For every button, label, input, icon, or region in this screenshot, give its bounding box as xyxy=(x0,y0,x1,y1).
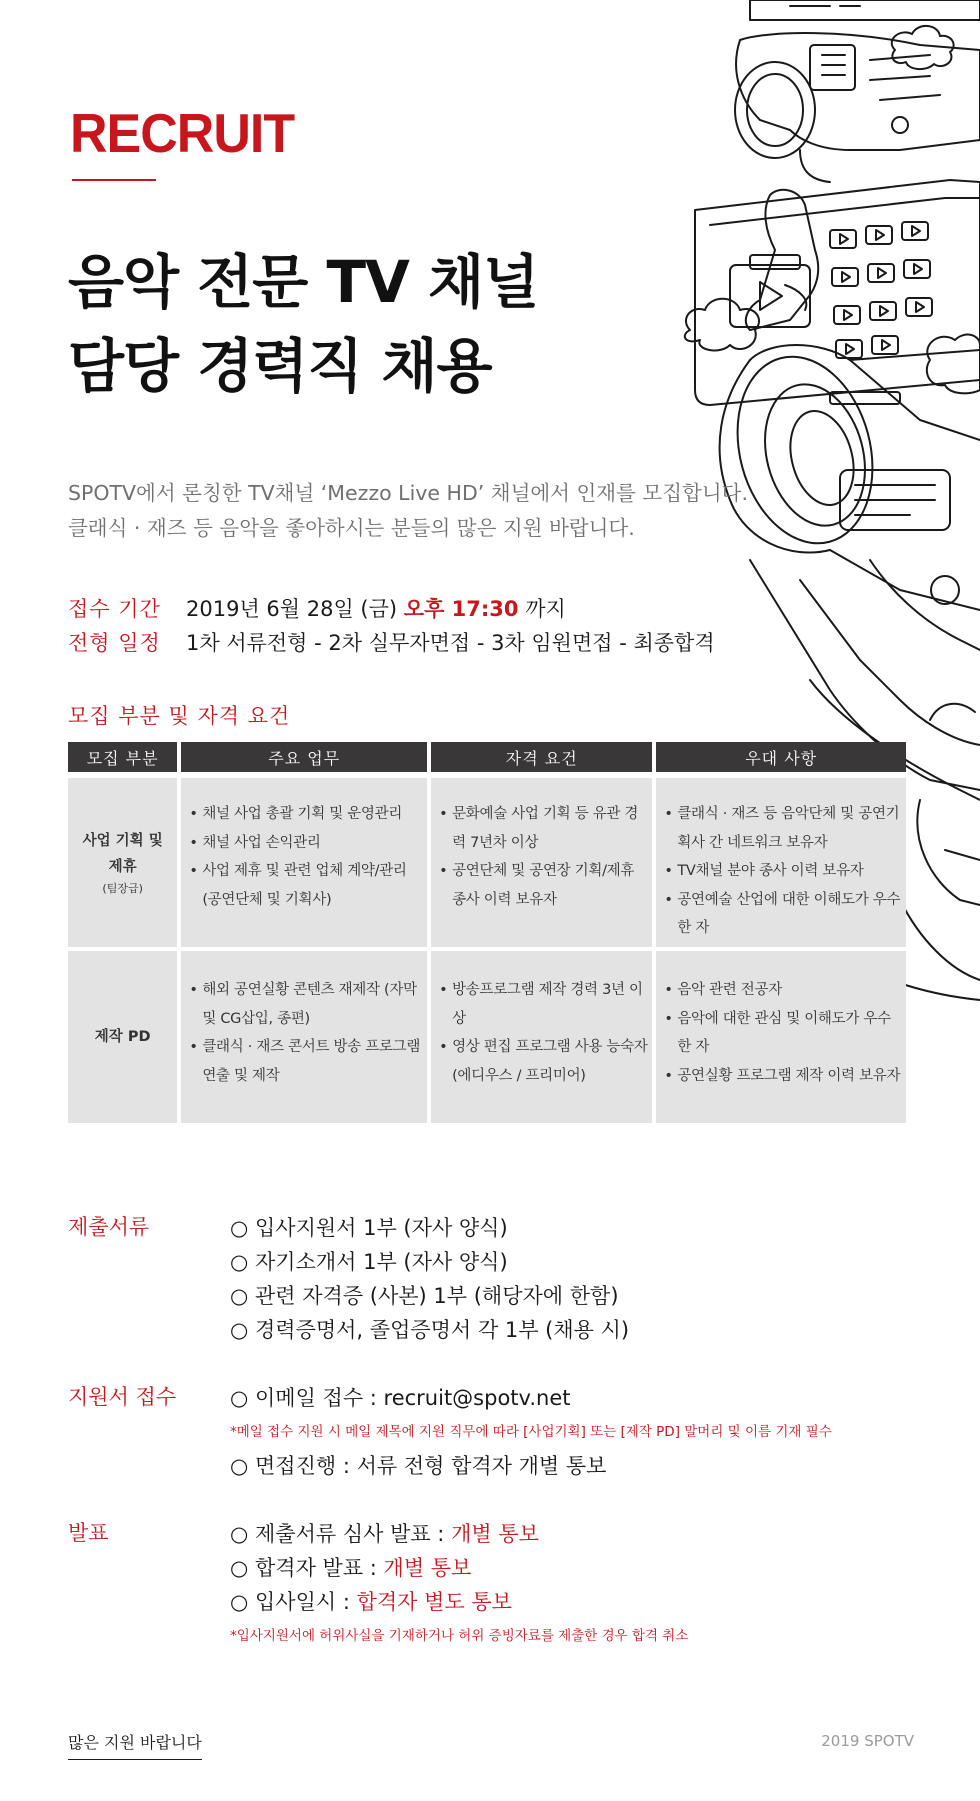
list-item: • 공연실황 프로그램 제작 이력 보유자 xyxy=(664,1062,902,1091)
page-title xyxy=(68,240,538,408)
list-item: • 공연단체 및 공연장 기획/제휴 종사 이력 보유자 xyxy=(439,857,648,914)
list-item: • 음악 관련 전공자 xyxy=(664,976,902,1005)
interview-item: ○ 면접진행 : 서류 전형 합격자 개별 통보 xyxy=(230,1454,607,1478)
period-label: 접수 기간 xyxy=(68,597,161,621)
recruit-table xyxy=(64,742,910,1123)
announcement-prefix: ○ 제출서류 심사 발표 : xyxy=(230,1522,452,1546)
category-name: 사업 기획 및 제휴 xyxy=(82,832,163,875)
table-header-row xyxy=(68,742,906,772)
process-row xyxy=(68,626,715,660)
application-list xyxy=(230,1381,832,1483)
requirements-cell xyxy=(431,772,652,947)
category-sub: (팀장급) xyxy=(102,881,143,895)
announcement-value: 개별 통보 xyxy=(451,1522,539,1546)
process-label: 전형 일정 xyxy=(68,631,161,655)
email-note: *메일 접수 지원 시 메일 제목에 지원 직무에 따라 [사업기획] 또는 [제작 PD] 말머리 및 이름 기재 필수 xyxy=(230,1424,832,1440)
section-title: 모집 부분 및 자격 요건 xyxy=(68,704,291,728)
preferences-cell xyxy=(656,772,906,947)
list-item: • 채널 사업 손익관리 xyxy=(189,829,423,858)
schedule-block xyxy=(68,592,715,660)
duties-cell xyxy=(181,947,427,1123)
period-row xyxy=(68,592,715,626)
table-header: 모집 부분 xyxy=(68,742,177,772)
announcement-value: 합격자 별도 통보 xyxy=(356,1590,512,1614)
recruit-logo: RECRUIT xyxy=(70,103,295,165)
intro-text xyxy=(68,476,748,546)
announcement-prefix: ○ 입사일시 : xyxy=(230,1590,357,1614)
title-line-2: 담당 경력직 채용 xyxy=(68,332,492,400)
list-item: • 공연예술 산업에 대한 이해도가 우수한 자 xyxy=(664,886,902,943)
announcement-item xyxy=(230,1585,688,1619)
list-item: • 문화예술 사업 기획 등 유관 경력 7년차 이상 xyxy=(439,800,648,857)
category-cell xyxy=(68,772,177,947)
list-item: • TV채널 분야 종사 이력 보유자 xyxy=(664,857,902,886)
announcement-value: 개별 통보 xyxy=(383,1556,472,1580)
list-item: • 채널 사업 총괄 기획 및 운영관리 xyxy=(189,800,423,829)
documents-list xyxy=(230,1211,629,1347)
email-item: ○ 이메일 접수 : recruit@spotv.net xyxy=(230,1386,571,1410)
footer-message: 많은 지원 바랍니다 xyxy=(68,1730,202,1760)
announcement-label: 발표 xyxy=(68,1521,109,1545)
announcement-item xyxy=(230,1551,688,1585)
list-item: • 영상 편집 프로그램 사용 능숙자 (에디우스 / 프리미어) xyxy=(439,1033,648,1090)
table-header: 주요 업무 xyxy=(181,742,427,772)
period-value xyxy=(186,592,566,626)
table-header: 자격 요건 xyxy=(431,742,652,772)
table-header: 우대 사항 xyxy=(656,742,906,772)
duties-cell xyxy=(181,772,427,947)
period-time: 오후 17:30 xyxy=(403,597,519,621)
announcement-list xyxy=(230,1517,688,1653)
document-item: ○ 관련 자격증 (사본) 1부 (해당자에 한함) xyxy=(230,1284,619,1308)
list-item: • 해외 공연실황 콘텐츠 재제작 (자막 및 CG삽입, 종편) xyxy=(189,976,423,1033)
documents-label: 제출서류 xyxy=(68,1215,150,1239)
announcement-prefix: ○ 합격자 발표 : xyxy=(230,1556,384,1580)
intro-line-1: SPOTV에서 론칭한 TV채널 ‘Mezzo Live HD’ 채널에서 인재를 모집합니다. xyxy=(68,481,748,505)
announcement-item xyxy=(230,1517,688,1551)
application-label: 지원서 접수 xyxy=(68,1385,177,1409)
period-suffix: 까지 xyxy=(525,597,566,621)
document-item: ○ 입사지원서 1부 (자사 양식) xyxy=(230,1216,508,1240)
requirements-cell xyxy=(431,947,652,1123)
footer-copyright: 2019 SPOTV xyxy=(821,1732,914,1750)
category-cell xyxy=(68,947,177,1123)
title-line-1: 음악 전문 TV 채널 xyxy=(68,248,539,316)
category-name: 제작 PD xyxy=(94,1029,151,1045)
process-value: 1차 서류전형 - 2차 실무자면접 - 3차 임원면접 - 최종합격 xyxy=(186,631,715,655)
list-item: • 클래식 · 재즈 등 음악단체 및 공연기획사 간 네트워크 보유자 xyxy=(664,800,902,857)
document-item: ○ 자기소개서 1부 (자사 양식) xyxy=(230,1250,508,1274)
document-item: ○ 경력증명서, 졸업증명서 각 1부 (채용 시) xyxy=(230,1318,630,1342)
intro-line-2: 클래식 · 재즈 등 음악을 좋아하시는 분들의 많은 지원 바랍니다. xyxy=(68,516,635,540)
list-item: • 사업 제휴 및 관련 업체 계약/관리 (공연단체 및 기획사) xyxy=(189,857,423,914)
table-row xyxy=(68,772,906,947)
announcement-note: *입사지원서에 허위사실을 기재하거나 허위 증빙자료를 제출한 경우 합격 취소 xyxy=(230,1628,689,1644)
list-item: • 클래식 · 재즈 콘서트 방송 프로그램 연출 및 제작 xyxy=(189,1033,423,1090)
list-item: • 방송프로그램 제작 경력 3년 이상 xyxy=(439,976,648,1033)
list-item: • 음악에 대한 관심 및 이해도가 우수한 자 xyxy=(664,1005,902,1062)
period-date: 2019년 6월 28일 (금) xyxy=(186,597,398,621)
table-row xyxy=(68,947,906,1123)
logo-underline xyxy=(72,179,156,181)
preferences-cell xyxy=(656,947,906,1123)
